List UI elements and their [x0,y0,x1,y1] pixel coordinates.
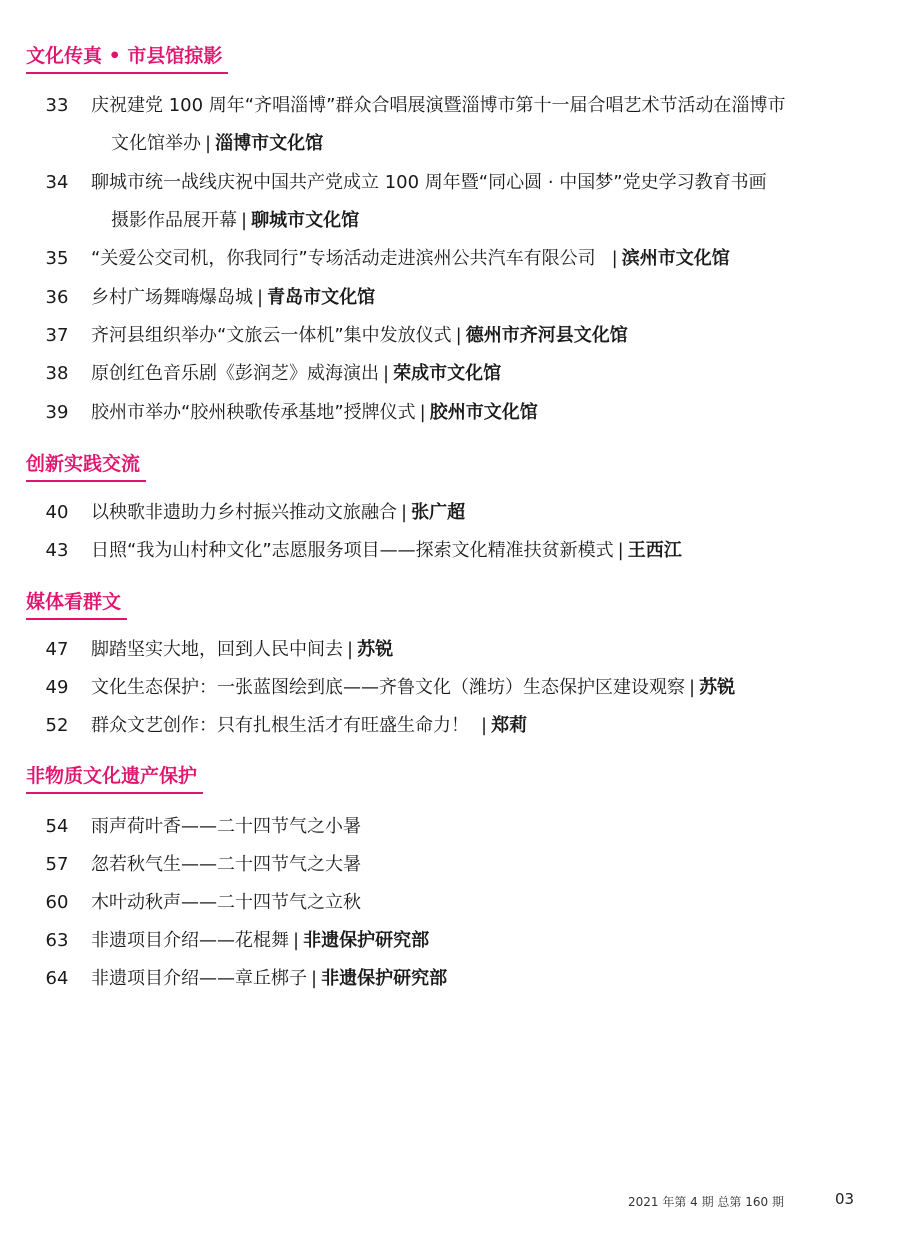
entry-title: 忽若秋气生——二十四节气之大暑 [91,854,361,875]
entry-author: 郑莉 [491,715,528,736]
section-title: 文化传真 • 市县馆掠影 [26,44,224,74]
section-title: 创新实践交流 [26,452,142,482]
page-number: 38 [45,363,69,384]
separator: | [401,502,408,523]
section-title: 媒体看群文 [26,590,123,620]
entry-author: 非遗保护研究部 [303,930,430,951]
separator: | [205,133,212,154]
entry-author: 青岛市文化馆 [267,287,376,308]
page-number: 57 [45,854,69,875]
entry-title: 乡村广场舞嗨爆岛城 [91,287,253,308]
entry-author: 荣成市文化馆 [393,363,502,384]
page-number: 54 [45,816,69,837]
entry-title: 齐河县组织举办“文旅云一体机”集中发放仪式 [91,325,452,346]
page-number: 37 [45,325,69,346]
issue-info: 2021 年第 4 期 总第 160 期 [628,1195,784,1209]
entry-title: 庆祝建党 100 周年“齐唱淄博”群众合唱展演暨淄博市第十一届合唱艺术节活动在淄博市 [91,95,786,116]
page-number: 39 [45,402,69,423]
entry-author: 淄博市文化馆 [215,133,324,154]
entry-author: 苏锐 [357,639,394,660]
page-number: 63 [45,930,69,951]
separator: | [455,325,462,346]
entry-author: 胶州市文化馆 [429,402,538,423]
entry-title: 非遗项目介绍——章丘梆子 [91,968,307,989]
page-number: 33 [45,95,69,116]
entry-title-cont: 文化馆举办 [111,133,201,154]
page-number: 49 [45,677,69,698]
entry-author: 张广超 [411,502,466,523]
entry-author: 德州市齐河县文化馆 [465,325,628,346]
entry-author: 苏锐 [699,677,736,698]
entry-author: 王西江 [627,540,682,561]
section-title: 非物质文化遗产保护 [26,764,199,794]
entry-title: 文化生态保护：一张蓝图绘到底——齐鲁文化（潍坊）生态保护区建设观察 [91,677,685,698]
page-number: 43 [45,540,69,561]
entry-title: 聊城市统一战线庆祝中国共产党成立 100 周年暨“同心圆 · 中国梦”党史学习教育书画 [91,172,767,193]
entry-title: 以秧歌非遗助力乡村振兴推动文旅融合 [91,502,397,523]
entry-author: 聊城市文化馆 [251,210,360,231]
entry-title: 群众文艺创作：只有扎根生活才有旺盛生命力！ [91,715,469,736]
separator: | [617,540,624,561]
separator: | [383,363,390,384]
separator: | [293,930,300,951]
page-number: 40 [45,502,69,523]
entry-title: 原创红色音乐剧《彭润芝》威海演出 [91,363,379,384]
entry-title-cont: 摄影作品展开幕 [111,210,237,231]
folio-page-number: 03 [835,1190,855,1208]
entry-title: 脚踏坚实大地，回到人民中间去 [91,639,343,660]
page-number: 64 [45,968,69,989]
entry-title: “关爱公交司机，你我同行”专场活动走进滨州公共汽车有限公司 [91,248,596,269]
entry-title: 非遗项目介绍——花棍舞 [91,930,289,951]
entry-author: 滨州市文化馆 [621,248,730,269]
page-number: 60 [45,892,69,913]
separator: | [481,715,488,736]
entry-author: 非遗保护研究部 [321,968,448,989]
entry-title: 日照“我为山村种文化”志愿服务项目——探索文化精准扶贫新模式 [91,540,614,561]
page-number: 52 [45,715,69,736]
entry-title: 胶州市举办“胶州秧歌传承基地”授牌仪式 [91,402,416,423]
separator: | [257,287,264,308]
page-number: 34 [45,172,69,193]
page-number: 47 [45,639,69,660]
entry-title: 木叶动秋声——二十四节气之立秋 [91,892,361,913]
separator: | [347,639,354,660]
separator: | [419,402,426,423]
separator: | [611,248,618,269]
page-number: 36 [45,287,69,308]
entry-title: 雨声荷叶香——二十四节气之小暑 [91,816,361,837]
separator: | [241,210,248,231]
separator: | [311,968,318,989]
separator: | [689,677,696,698]
page-number: 35 [45,248,69,269]
